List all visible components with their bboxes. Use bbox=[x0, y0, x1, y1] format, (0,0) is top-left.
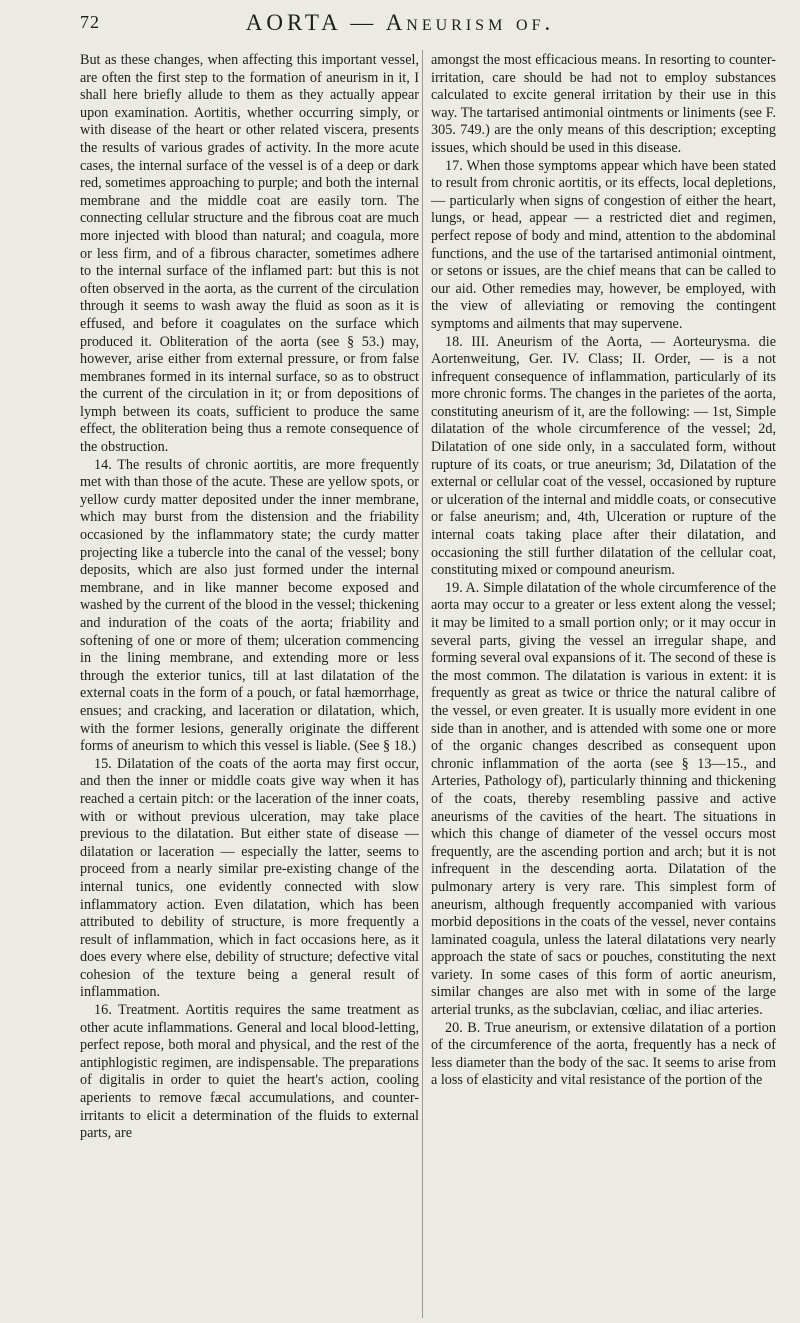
paragraph-17: 17. When those symptoms appear which have been stated to result from chronic aortitis, or its effects, local depletions, — particularly when signs of congestion of either the heart, lungs, or head, appear — a restricted diet and regimen, perfect repose of body and mind, attention to the abdominal functions, and the use of the tartarised antimonial ointment, or setons or issues, are the chief means that can be called to our aid. Other remedies may, however, be employed, with the view of alleviating or removing the contingent symptoms and ailments that may supervene. bbox=[431, 157, 776, 332]
right-column bbox=[431, 52, 776, 1090]
paragraph-14: 14. The results of chronic aortitis, are more frequently met with than those of the acute. These are yellow spots, or yellow curdy matter deposited under the inner membrane, which may burst from the distension and the friability occasioned by the inflammatory state; the curdy matter projecting like a tubercle into the canal of the vessel; bony deposits, which are also just formed under the internal membrane, and in like manner become exposed and washed by the current of the blood in the vessel; thickening and induration of the coats of the aorta; friability and softening of one or more of them; ulceration commencing in the lining membrane, and extending more or less through the exterior tunics, till at last dilatation of the external coats in the form of a pouch, or fatal hæmorrhage, ensues; and cracking, and laceration or dilatation, which, with the former lesions, generally originate the different forms of aneurism to which this vessel is liable. (See § 18.) bbox=[80, 456, 419, 755]
column-divider bbox=[422, 50, 423, 1318]
paragraph-16-continued: amongst the most efficacious means. In resorting to counter-irritation, care should be had not to employ substances calculated to excite general irritation by their use in this way. The tartarised antimonial ointments or liniments (see F. 305. 749.) are the only means of this description; excepting issues, which should be used in this disease. bbox=[431, 52, 776, 156]
page-header bbox=[0, 0, 800, 40]
paragraph-13: But as these changes, when affecting this important vessel, are often the first step to the formation of aneurism in it, I shall here briefly allude to them as they actually appear upon examination. Aortitis, whether occurring simply, or with disease of the heart or other related viscera, presents the results of various grades of activity. In the more acute cases, the internal surface of the vessel is of a deep or dark red, sometimes approaching to purple; and both the internal membrane and the middle coat are easily torn. The connecting cellular structure and the fibrous coat are much more injected with blood than natural; and coagula, more or less firm, and of a fibrous character, sometimes adhere to the internal surface of the inflamed part: but this is not often observed in the aorta, as the current of the circulation through it seems to wash away the fluid as soon as it is effused, and before it coagulates on the surface which produced it. Obliteration of the aorta (see § 53.) may, however, arise either from external pressure, or from false membranes formed in its internal surface, so as to obstruct the current of the circulation in it; or from depositions of lymph between its coats, sufficient to produce the same effect, the obliteration being thus a remote consequence of the obstruction. bbox=[80, 52, 419, 456]
paragraph-15: 15. Dilatation of the coats of the aorta may first occur, and then the inner or middle coats give way when it has reached a certain pitch: or the laceration of the inner coats, with or without previous ulceration, may take place previous to the dilatation. But either state of disease — dilatation or laceration — especially the latter, seems to proceed from a nearly similar pre-existing change of the internal tunics, one evidently connected with slow inflammatory action. Even dilatation, which has been attributed to debility of structure, is more frequently a result of inflammation, which in fact occasions here, as it does every where else, debility of structure; defective vital cohesion of the texture being a general result of inflammation. bbox=[80, 755, 419, 1001]
paragraph-19: 19. A. Simple dilatation of the whole circumference of the aorta may occur to a greater or less extent along the vessel; it may be limited to a small portion only; or it may occur in several parts, giving the vessel an irregular shape, and forming several oval expansions of it. The second of these is the most common. The dilatation is various in extent: it is frequently as great as twice or thrice the natural calibre of the vessel, or even greater. It is usually more evident in one side than in another, and is attended with some one or more of the organic changes described as consequent upon chronic inflammation of the aorta (see § 13—15., and Arteries, Pathology of), particularly thinning and thickening of the coats, thereby resembling passive and active aneurisms of the cavities of the heart. The situations in which this change of diameter of the vessel occurs most frequently, are the ascending portion and arch; but it is not infrequent in the descending aorta. Dilatation of the pulmonary artery is very rare. This simplest form of aneurism, although frequently accompanied with various morbid depositions in the coats of the vessel, never contains laminated coagula, unless the lateral dilatations very nearly approach the state of sacs or pouches, constituting the next variety. In some cases of this form of aortic aneurism, similar changes are also met with in some of the large arterial trunks, as the subclavian, cœliac, and iliac arteries. bbox=[431, 579, 776, 1019]
paragraph-18: 18. III. Aneurism of the Aorta, — Aorteurysma. die Aortenweitung, Ger. IV. Class; II. Order, — is a not infrequent consequence of inflammation, particularly of its more chronic forms. The changes in the parietes of the aorta, constituting aneurism of it, are the following: — 1st, Simple dilatation of the whole circumference of the vessel; 2d, Dilatation of one side only, in a sacculated form, without rupture of its coats, or true aneurism; 3d, Dilatation of the external or cellular coat of the vessel, occasioned by rupture or ulceration of the internal and middle coats, or consecutive or false aneurism; and, 4th, Ulceration or rupture of the internal coats taking place after their dilatation, and occasioning the still further dilatation of the cellular coat, constituting mixed or compound aneurism. bbox=[431, 333, 776, 579]
paragraph-20: 20. B. True aneurism, or extensive dilatation of a portion of the circumference of the aorta, frequently has a neck of less diameter than the body of the sac. It seems to arise from a loss of elasticity and vital resistance of the portion of the bbox=[431, 1019, 776, 1089]
running-title: AORTA — Aneurism of. bbox=[245, 10, 555, 35]
paragraph-16: 16. Treatment. Aortitis requires the same treatment as other acute inflammations. General and local blood-letting, perfect repose, both moral and physical, and the rest of the antiphlogistic regimen, are indispensable. The preparations of digitalis in order to quiet the heart's action, cooling aperients to remove fæcal accumulations, and counter-irritants to elicit a determination of the fluids to external parts, are bbox=[80, 1002, 419, 1142]
page-number: 72 bbox=[80, 12, 100, 32]
left-column bbox=[80, 52, 419, 1143]
